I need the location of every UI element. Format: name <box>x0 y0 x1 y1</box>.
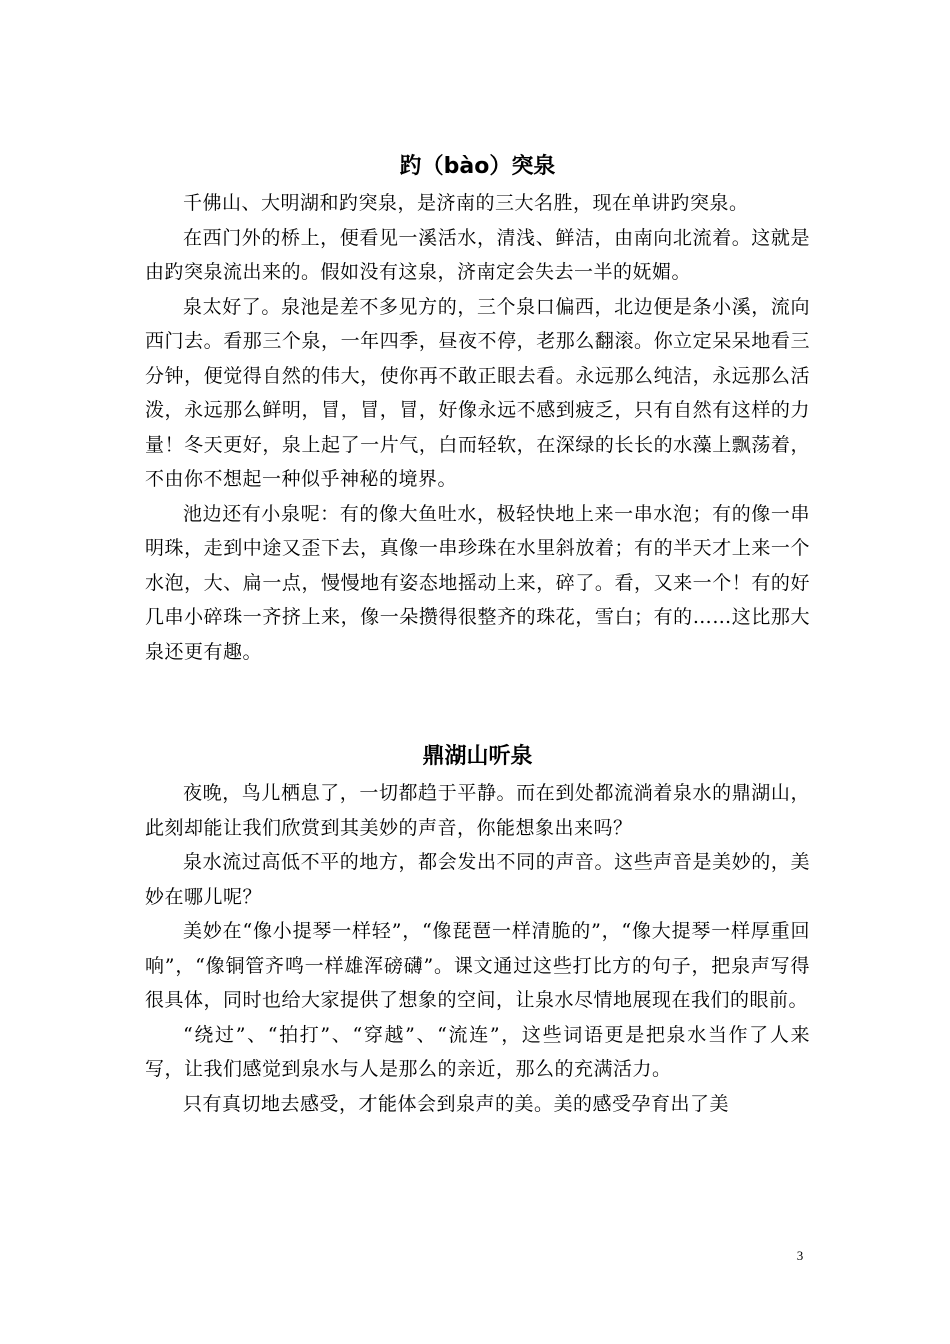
section-title: 趵（bào）突泉 <box>399 154 556 179</box>
paragraph: 池边还有小泉呢：有的像大鱼吐水，极轻快地上来一串水泡；有的像一串明珠，走到中途又歪下去，真像一串珍珠在水里斜放着；有的半天才上来一个水泡，大、扁一点，慢慢地有姿态地摇动上来，碎了。看，又来一个！有的好几串小碎珠一齐挤上来，像一朵攒得很整齐的珠花，雪白；有的……这比那大泉还更有趣。 <box>145 502 810 663</box>
paragraph: 只有真切地去感受，才能体会到泉声的美。美的感受孕育出了美 <box>183 1092 730 1115</box>
paragraph: 在西门外的桥上，便看见一溪活水，清浅、鲜洁，由南向北流着。这就是由趵突泉流出来的。假如没有这泉，济南定会失去一半的妩媚。 <box>145 226 810 283</box>
paragraph: 千佛山、大明湖和趵突泉，是济南的三大名胜，现在单讲趵突泉。 <box>183 192 749 214</box>
paragraph: 美妙在“像小提琴一样轻”，“像琵琶一样清脆的”，“像大提琴一样厚重回响”，“像铜管齐鸣一样雄浑磅礴”。课文通过这些打比方的句子，把泉声写得很具体，同时也给大家提供了想象的空间，让泉水尽情地展现在我们的眼前。 <box>145 920 810 1011</box>
paragraph: “绕过”、“拍打”、“穿越”、“流连”，这些词语更是把泉水当作了人来写，让我们感觉到泉水与人是那么的亲近，那么的充满活力。 <box>145 1023 810 1080</box>
paragraph: 泉太好了。泉池是差不多见方的，三个泉口偏西，北边便是条小溪，流向西门去。看那三个泉，一年四季，昼夜不停，老那么翻滚。你立定呆呆地看三分钟，便觉得自然的伟大，使你再不敢正眼去看。永远那么纯洁，永远那么活泼，永远那么鲜明，冒，冒，冒，好像永远不感到疲乏，只有自然有这样的力量！冬天更好，泉上起了一片气，白而轻软，在深绿的长长的水藻上飘荡着，不由你不想起一种似乎神秘的境界。 <box>145 295 810 490</box>
section-dinghu-mountain-spring <box>145 740 810 1121</box>
paragraph: 泉水流过高低不平的地方，都会发出不同的声音。这些声音是美妙的，美妙在哪儿呢？ <box>145 851 810 908</box>
section-title: 鼎湖山听泉 <box>422 744 533 769</box>
section-baotu-spring <box>145 150 810 669</box>
page-number: 3 <box>796 1248 804 1263</box>
paragraph: 夜晚，鸟儿栖息了，一切都趋于平静。而在到处都流淌着泉水的鼎湖山，此刻却能让我们欣赏到其美妙的声音，你能想象出来吗？ <box>145 782 810 839</box>
